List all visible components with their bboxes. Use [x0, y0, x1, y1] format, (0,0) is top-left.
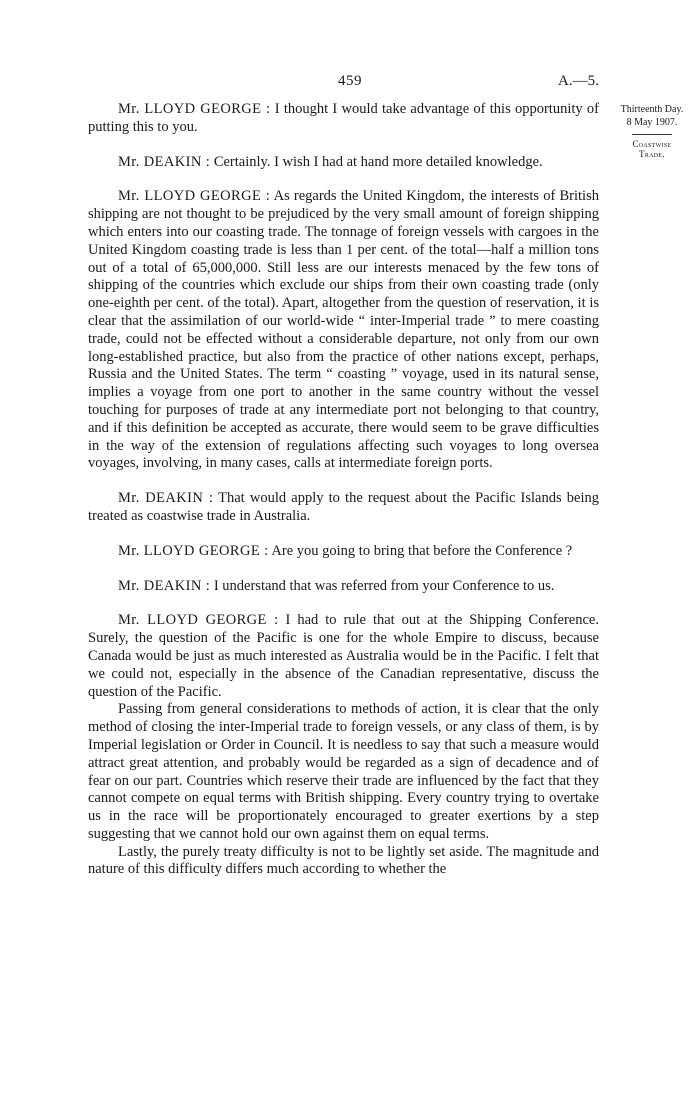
body-text	[88, 101, 599, 879]
paragraph-text: Certainly. I wish I had at hand more detailed knowledge.	[210, 153, 543, 170]
margin-note	[606, 103, 698, 159]
page-number: 459	[338, 73, 362, 89]
paragraph	[88, 154, 599, 172]
margin-day: Thirteenth Day.	[620, 104, 684, 115]
speaker-name: Mr. LLOYD GEORGE :	[118, 101, 271, 117]
paragraph-text: I understand that was referred from your Conference to us.	[210, 577, 555, 594]
margin-divider	[632, 134, 672, 135]
paragraph-text: I thought I would take advantage of this opportunity of putting this to you.	[88, 101, 599, 135]
speaker-name: Mr. DEAKIN :	[118, 577, 211, 594]
paragraph-text: I had to rule that out at the Shipping Conference. Surely, the question of the Pacific is one for the whole Empire to discuss, because Canada would be just as much interested as Australia would be in the Pacific. I felt that we could not, especially in the absence of the Canadian representative, discuss the question of the Pacific.	[88, 612, 599, 700]
paragraph	[88, 543, 599, 561]
speaker-name: Mr. DEAKIN :	[118, 153, 211, 170]
speaker-name: Mr. LLOYD GEORGE :	[118, 542, 269, 559]
paragraph	[88, 578, 599, 596]
margin-topic-line2: Trade.	[639, 149, 665, 159]
paragraph	[88, 701, 599, 843]
paragraph-text: Passing from general considerations to methods of action, it is clear that the only method of closing the inter-Imperial trade to foreign vessels, or any class of them, is by Imperial legislation or Order in Council. It is needless to say that such a measure would attract great attention, and probably would be regarded as a sign of decadence and of fear on our part. Countries which reserve their trade are influenced by the fact that they cannot compete on equal terms with British shipping. Every country trying to overtake us in the race will be proportionately encouraged to greater exertions by a step suggesting that we cannot hold our own against them on equal terms.	[88, 701, 599, 842]
paragraph	[88, 188, 599, 473]
section-reference: A.—5.	[558, 73, 599, 89]
paragraph	[88, 844, 599, 880]
paragraph-text: Are you going to bring that before the Conference ?	[268, 542, 573, 559]
speaker-name: Mr. LLOYD GEORGE :	[118, 612, 279, 629]
margin-date: 8 May 1907.	[626, 117, 678, 128]
speaker-name: Mr. LLOYD GEORGE :	[118, 188, 271, 205]
paragraph-text: That would apply to the request about the Pacific Islands being treated as coastwise trade in Australia.	[88, 490, 599, 524]
margin-topic-line1: Coastwise	[632, 139, 672, 149]
paragraph	[88, 612, 599, 701]
paragraph-text: As regards the United Kingdom, the interests of British shipping are not thought to be prejudiced by the very small amount of foreign shipping which enters into our coasting trade. The tonnage of foreign vessels with cargoes in the United Kingdom coasting trade is less than 1 per cent. of the total—half a million tons out of a total of 65,000,000. Still less are our interests menaced by the few tons of shipping of the countries which exclude our ships from their own coasting trade (only one-eighth per cent. of the total). Apart, altogether from the question of reservation, it is clear that the assimilation of our world-wide “ inter-Imperial trade ” to mere coasting trade, could not be effected without a considerable departure, not only from our own long-established practice, but also from the practice of other nations except, perhaps, Russia and the United States. The term “ coasting ” voyage, used in its natural sense, implies a voyage from one port to another in the same country without the vessel touching for purposes of trade at any intermediate port not belonging to that country, and if this definition be accepted as accurate, there would seem to be grave difficulties in the way of the extension of regulations affecting such voyages to long oversea voyages, involving, in many cases, calls at intermediate foreign ports.	[88, 188, 599, 472]
paragraph-text: Lastly, the purely treaty difficulty is not to be lightly set aside. The magnitude and nature of this difficulty differs much according to whether the	[88, 843, 599, 878]
paragraph	[88, 490, 599, 526]
paragraph	[88, 101, 599, 137]
speaker-name: Mr. DEAKIN :	[118, 490, 214, 507]
